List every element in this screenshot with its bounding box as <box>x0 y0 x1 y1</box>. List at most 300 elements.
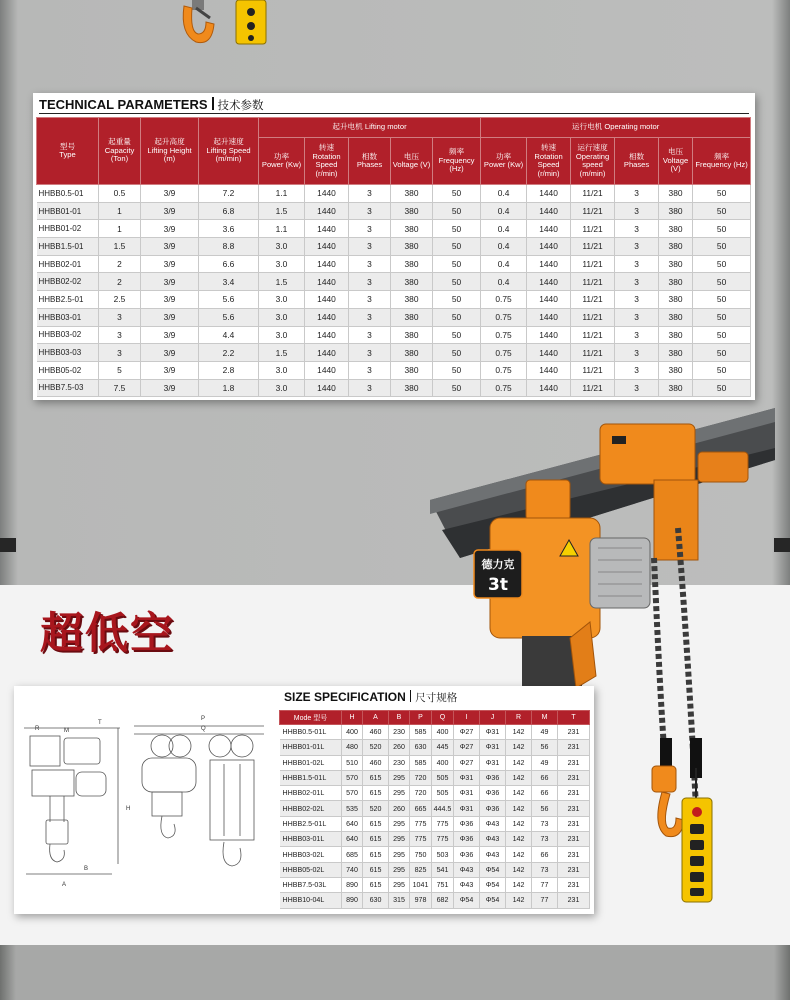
table-cell: 615 <box>363 770 389 785</box>
table-cell: 50 <box>693 379 751 397</box>
table-cell: 315 <box>389 893 410 908</box>
table-cell: Φ36 <box>454 832 480 847</box>
table-cell: 3 <box>615 273 659 291</box>
table-cell: Φ27 <box>454 725 480 740</box>
table-cell: 0.75 <box>481 344 527 362</box>
table-cell: Φ36 <box>480 786 506 801</box>
table-cell: 1440 <box>527 361 571 379</box>
table-cell: 50 <box>693 185 751 203</box>
table-cell: Φ43 <box>480 847 506 862</box>
column-header <box>391 138 433 185</box>
side-view-diagram <box>20 714 125 879</box>
table-cell: 400 <box>342 725 363 740</box>
table-cell: 50 <box>433 326 481 344</box>
table-cell: 49 <box>532 755 558 770</box>
size-specification-table <box>279 710 590 909</box>
table-cell: 11/21 <box>571 344 615 362</box>
hoist-brand-label: 德力克 <box>481 558 515 571</box>
table-cell: 231 <box>558 740 590 755</box>
table-cell: 0.4 <box>481 202 527 220</box>
table-cell: HHBB02-02 <box>37 273 99 291</box>
column-header <box>693 138 751 185</box>
table-cell: 66 <box>532 770 558 785</box>
table-cell: 50 <box>433 238 481 256</box>
table-cell: 3 <box>349 220 391 238</box>
table-cell: 775 <box>410 832 432 847</box>
table-cell: 260 <box>389 740 410 755</box>
table-cell: 0.75 <box>481 379 527 397</box>
column-header: P <box>410 711 432 725</box>
table-cell: 750 <box>410 847 432 862</box>
dim-label-q: Q <box>201 726 206 732</box>
table-cell: 630 <box>410 740 432 755</box>
table-cell: 11/21 <box>571 202 615 220</box>
table-cell: 380 <box>391 379 433 397</box>
table-cell: 890 <box>342 877 363 892</box>
feature-heading: 超低空 <box>40 609 175 659</box>
table-cell: 615 <box>363 786 389 801</box>
table-cell: 1.1 <box>259 185 305 203</box>
table-cell: 50 <box>433 344 481 362</box>
column-header <box>659 138 693 185</box>
table-cell: 50 <box>433 220 481 238</box>
table-cell: 1440 <box>305 379 349 397</box>
table-cell: 1440 <box>527 202 571 220</box>
table-cell: 3 <box>349 326 391 344</box>
table-cell: 4.4 <box>199 326 259 344</box>
table-cell: 503 <box>432 847 454 862</box>
column-header <box>259 138 305 185</box>
table-cell: 50 <box>693 291 751 309</box>
table-cell: 73 <box>532 832 558 847</box>
table-cell: Φ31 <box>480 725 506 740</box>
column-header: R <box>506 711 532 725</box>
table-cell: 3 <box>615 185 659 203</box>
table-cell: 740 <box>342 862 363 877</box>
table-cell: 50 <box>693 273 751 291</box>
table-row <box>37 326 751 344</box>
table-cell: 50 <box>433 361 481 379</box>
column-header-en: Lifting Speed (m/min) <box>206 145 251 164</box>
column-header-cn: 电压 <box>403 151 420 161</box>
table-cell: 682 <box>432 893 454 908</box>
table-cell: 8.8 <box>199 238 259 256</box>
table-cell: HHBB03-03 <box>37 344 99 362</box>
table-cell: 142 <box>506 862 532 877</box>
table-cell: 1440 <box>305 238 349 256</box>
table-cell: 615 <box>363 847 389 862</box>
table-cell: 380 <box>659 308 693 326</box>
table-cell: 142 <box>506 770 532 785</box>
table-cell: HHBB1.5-01 <box>37 238 99 256</box>
table-cell: 142 <box>506 801 532 816</box>
table-cell: HHBB03-01L <box>280 832 342 847</box>
table-cell: 11/21 <box>571 273 615 291</box>
table-cell: 720 <box>410 770 432 785</box>
table-cell: 570 <box>342 770 363 785</box>
table-cell: 3/9 <box>141 291 199 309</box>
table-cell: 50 <box>433 273 481 291</box>
table-cell: 380 <box>391 255 433 273</box>
table-cell: 1440 <box>527 291 571 309</box>
table-cell: 380 <box>391 273 433 291</box>
table-cell: 685 <box>342 847 363 862</box>
table-cell: 1.1 <box>259 220 305 238</box>
column-header-en: Operating speed (m/min) <box>575 151 610 178</box>
table-row <box>37 185 751 203</box>
table-cell: 380 <box>391 185 433 203</box>
table-cell: 1440 <box>305 291 349 309</box>
table-cell: 2.8 <box>199 361 259 379</box>
table-cell: Φ36 <box>454 816 480 831</box>
table-cell: HHBB2.5-01L <box>280 816 342 831</box>
table-cell: 231 <box>558 770 590 785</box>
table-cell: 0.4 <box>481 185 527 203</box>
table-cell: 50 <box>693 308 751 326</box>
table-cell: 0.75 <box>481 308 527 326</box>
table-cell: HHBB03-02L <box>280 847 342 862</box>
table-cell: 231 <box>558 816 590 831</box>
table-cell: 50 <box>433 308 481 326</box>
table-cell: 3 <box>349 308 391 326</box>
table-cell: 3 <box>99 344 141 362</box>
table-cell: 142 <box>506 740 532 755</box>
table-cell: 1440 <box>305 273 349 291</box>
table-cell: 3 <box>99 326 141 344</box>
table-cell: 3 <box>349 185 391 203</box>
table-cell: 0.4 <box>481 255 527 273</box>
table-cell: 380 <box>391 326 433 344</box>
table-cell: 50 <box>693 361 751 379</box>
table-cell: 0.75 <box>481 361 527 379</box>
table-cell: 295 <box>389 816 410 831</box>
table-cell: 11/21 <box>571 255 615 273</box>
table-cell: 2 <box>99 273 141 291</box>
table-cell: HHBB02-01 <box>37 255 99 273</box>
table-cell: 3 <box>615 379 659 397</box>
lifting-motor-group-header: 起升电机 Lifting motor <box>259 118 481 138</box>
dim-label-a: A <box>62 882 67 888</box>
table-cell: HHBB01-02 <box>37 220 99 238</box>
column-header-cn: 相数 <box>628 151 645 161</box>
table-cell: 3 <box>615 308 659 326</box>
table-cell: 615 <box>363 816 389 831</box>
table-cell: 3/9 <box>141 238 199 256</box>
column-header: Q <box>432 711 454 725</box>
table-cell: 615 <box>363 862 389 877</box>
table-cell: 73 <box>532 816 558 831</box>
table-cell: 3.0 <box>259 238 305 256</box>
table-cell: 56 <box>532 740 558 755</box>
table-cell: 3/9 <box>141 255 199 273</box>
column-header-cn: 起升速度 <box>213 137 244 147</box>
table-cell: HHBB0.5-01L <box>280 725 342 740</box>
table-cell: 1440 <box>527 344 571 362</box>
table-row <box>37 291 751 309</box>
table-cell: 3/9 <box>141 185 199 203</box>
column-header: H <box>342 711 363 725</box>
table-row <box>280 755 590 770</box>
table-cell: 380 <box>659 255 693 273</box>
table-cell: 775 <box>432 832 454 847</box>
table-cell: 142 <box>506 847 532 862</box>
table-cell: Φ36 <box>480 801 506 816</box>
table-cell: 1.8 <box>199 379 259 397</box>
table-cell: 1440 <box>305 308 349 326</box>
table-cell: 231 <box>558 832 590 847</box>
table-cell: 1.5 <box>259 344 305 362</box>
table-cell: 380 <box>659 326 693 344</box>
column-header-en: Phases <box>623 160 650 169</box>
table-cell: Φ54 <box>480 862 506 877</box>
table-cell: 380 <box>391 291 433 309</box>
table-cell: HHBB0.5-01 <box>37 185 99 203</box>
table-cell: Φ31 <box>454 801 480 816</box>
table-cell: 380 <box>659 291 693 309</box>
table-cell: 380 <box>391 220 433 238</box>
table-cell: 1440 <box>305 361 349 379</box>
table-cell: 1440 <box>527 255 571 273</box>
column-header-cn: 转速 <box>318 143 335 152</box>
table-cell: 3 <box>615 326 659 344</box>
column-header: B <box>389 711 410 725</box>
table-cell: 380 <box>659 202 693 220</box>
table-cell: Φ27 <box>454 755 480 770</box>
table-cell: 3/9 <box>141 344 199 362</box>
table-row <box>37 238 751 256</box>
table-cell: 1440 <box>305 185 349 203</box>
table-cell: 1041 <box>410 877 432 892</box>
table-cell: 295 <box>389 786 410 801</box>
table-cell: 5.6 <box>199 291 259 309</box>
table-row <box>280 816 590 831</box>
table-cell: 1.5 <box>259 202 305 220</box>
table-cell: 380 <box>659 273 693 291</box>
table-cell: 3 <box>615 361 659 379</box>
column-header <box>305 138 349 185</box>
column-header-cn: 转速 <box>540 143 557 152</box>
table-row <box>280 801 590 816</box>
dim-label-b: B <box>84 866 89 872</box>
table-cell: 3.6 <box>199 220 259 238</box>
table-cell: 1440 <box>305 220 349 238</box>
table-cell: 3 <box>615 291 659 309</box>
table-cell: 66 <box>532 847 558 862</box>
dim-label-h: H <box>126 806 131 812</box>
table-cell: 775 <box>410 816 432 831</box>
table-cell: 1440 <box>527 326 571 344</box>
table-cell: 50 <box>693 220 751 238</box>
dim-label-p: P <box>201 716 206 722</box>
column-header-en: Voltage (V) <box>392 160 431 169</box>
table-cell: 1440 <box>527 238 571 256</box>
table-cell: HHBB02-02L <box>280 801 342 816</box>
table-cell: Φ43 <box>480 816 506 831</box>
table-cell: 3.0 <box>259 291 305 309</box>
table-cell: 1440 <box>305 255 349 273</box>
table-cell: 751 <box>432 877 454 892</box>
table-row <box>37 220 751 238</box>
table-cell: 3 <box>615 344 659 362</box>
table-cell: 5.6 <box>199 308 259 326</box>
column-header-cn: 起重量 <box>108 137 131 147</box>
table-row <box>280 725 590 740</box>
technical-parameters-title: TECHNICAL PARAMETERS 技术参数 <box>39 97 264 112</box>
dim-label-r: R <box>35 726 40 732</box>
operating-motor-group-header: 运行电机 Operating motor <box>481 118 751 138</box>
table-cell: 445 <box>432 740 454 755</box>
table-cell: 3 <box>349 202 391 220</box>
table-cell: 11/21 <box>571 238 615 256</box>
column-header-en: Phases <box>356 160 383 169</box>
table-cell: 1.5 <box>99 238 141 256</box>
table-cell: 11/21 <box>571 185 615 203</box>
table-cell: 50 <box>433 291 481 309</box>
table-cell: 520 <box>363 801 389 816</box>
table-cell: 3/9 <box>141 326 199 344</box>
table-cell: 1 <box>99 220 141 238</box>
table-row <box>280 770 590 785</box>
table-cell: 535 <box>342 801 363 816</box>
table-cell: 142 <box>506 786 532 801</box>
table-cell: 3/9 <box>141 308 199 326</box>
table-cell: 380 <box>659 379 693 397</box>
table-cell: 3.0 <box>259 379 305 397</box>
column-header-en: Frequency (Hz) <box>695 160 748 169</box>
table-cell: 3.4 <box>199 273 259 291</box>
table-row <box>280 740 590 755</box>
table-cell: Φ31 <box>480 740 506 755</box>
table-row <box>280 847 590 862</box>
column-header-cn: 功率 <box>273 151 290 161</box>
table-cell: 50 <box>433 379 481 397</box>
table-row <box>280 832 590 847</box>
table-cell: 50 <box>433 185 481 203</box>
table-cell: 231 <box>558 847 590 862</box>
table-cell: 3 <box>615 255 659 273</box>
table-cell: 775 <box>432 816 454 831</box>
table-cell: 6.8 <box>199 202 259 220</box>
table-cell: 0.4 <box>481 238 527 256</box>
table-cell: 295 <box>389 832 410 847</box>
table-cell: 1440 <box>527 379 571 397</box>
table-cell: Φ54 <box>454 893 480 908</box>
column-header-cn: 型号 <box>59 141 76 151</box>
table-cell: 640 <box>342 816 363 831</box>
column-header <box>527 138 571 185</box>
table-row <box>37 361 751 379</box>
table-cell: 230 <box>389 755 410 770</box>
table-cell: 142 <box>506 877 532 892</box>
hoist-capacity-label: 3t <box>488 575 508 595</box>
table-cell: HHBB02-01L <box>280 786 342 801</box>
technical-parameters-table <box>36 117 751 397</box>
table-cell: HHBB2.5-01 <box>37 291 99 309</box>
table-cell: 77 <box>532 893 558 908</box>
table-cell: 3.0 <box>259 361 305 379</box>
table-cell: 142 <box>506 893 532 908</box>
table-cell: 50 <box>693 238 751 256</box>
column-header: I <box>454 711 480 725</box>
table-cell: 630 <box>363 893 389 908</box>
table-cell: 56 <box>532 801 558 816</box>
table-cell: Φ54 <box>480 893 506 908</box>
table-cell: 510 <box>342 755 363 770</box>
table-cell: 0.4 <box>481 220 527 238</box>
table-cell: 295 <box>389 877 410 892</box>
table-cell: 570 <box>342 786 363 801</box>
column-header-cn: 电压 <box>667 147 684 157</box>
table-cell: Φ31 <box>480 755 506 770</box>
column-header-en: Lifting Height (m) <box>147 145 192 164</box>
table-cell: 0.4 <box>481 273 527 291</box>
technical-parameters-card <box>33 93 755 400</box>
table-cell: 3 <box>349 273 391 291</box>
column-header <box>99 118 141 185</box>
table-row <box>37 255 751 273</box>
column-header-cn: 运行速度 <box>577 143 608 152</box>
table-cell: 3 <box>349 344 391 362</box>
table-cell: 380 <box>659 185 693 203</box>
table-cell: 520 <box>363 740 389 755</box>
table-cell: 142 <box>506 725 532 740</box>
table-cell: 585 <box>410 755 432 770</box>
table-cell: 231 <box>558 862 590 877</box>
table-cell: HHBB03-02 <box>37 326 99 344</box>
column-header-en: Rotation Speed (r/min) <box>312 151 341 178</box>
table-row <box>280 786 590 801</box>
table-cell: 380 <box>659 344 693 362</box>
column-header-en: Power (Kw) <box>261 160 302 169</box>
table-cell: 1440 <box>527 308 571 326</box>
column-header <box>37 118 99 185</box>
table-cell: HHBB05-02 <box>37 361 99 379</box>
table-cell: 3 <box>349 238 391 256</box>
table-cell: 505 <box>432 770 454 785</box>
front-view-diagram <box>132 724 267 879</box>
table-cell: 3.0 <box>259 308 305 326</box>
table-cell: 295 <box>389 770 410 785</box>
table-cell: 380 <box>391 308 433 326</box>
dim-label-m: M <box>64 728 69 734</box>
table-cell: 3 <box>615 220 659 238</box>
size-specification-title: SIZE SPECIFICATION 尺寸规格 <box>284 690 458 704</box>
table-row <box>280 877 590 892</box>
table-cell: 0.5 <box>99 185 141 203</box>
table-cell: 3 <box>615 202 659 220</box>
table-cell: 1 <box>99 202 141 220</box>
table-cell: 541 <box>432 862 454 877</box>
table-cell: 66 <box>532 786 558 801</box>
table-cell: 3 <box>349 255 391 273</box>
table-cell: Φ36 <box>480 770 506 785</box>
background-bottom <box>0 945 790 1000</box>
column-header-en: Type <box>59 150 76 159</box>
table-cell: 3/9 <box>141 273 199 291</box>
table-cell: HHBB05-02L <box>280 862 342 877</box>
table-cell: HHBB7.5-03 <box>37 379 99 397</box>
table-cell: 50 <box>693 344 751 362</box>
column-header-en: Capacity (Ton) <box>104 145 135 164</box>
table-cell: 3 <box>99 308 141 326</box>
table-cell: 480 <box>342 740 363 755</box>
table-cell: 73 <box>532 862 558 877</box>
table-cell: 50 <box>433 202 481 220</box>
table-cell: 978 <box>410 893 432 908</box>
table-row <box>280 893 590 908</box>
table-cell: 1.5 <box>259 273 305 291</box>
table-cell: 3/9 <box>141 220 199 238</box>
